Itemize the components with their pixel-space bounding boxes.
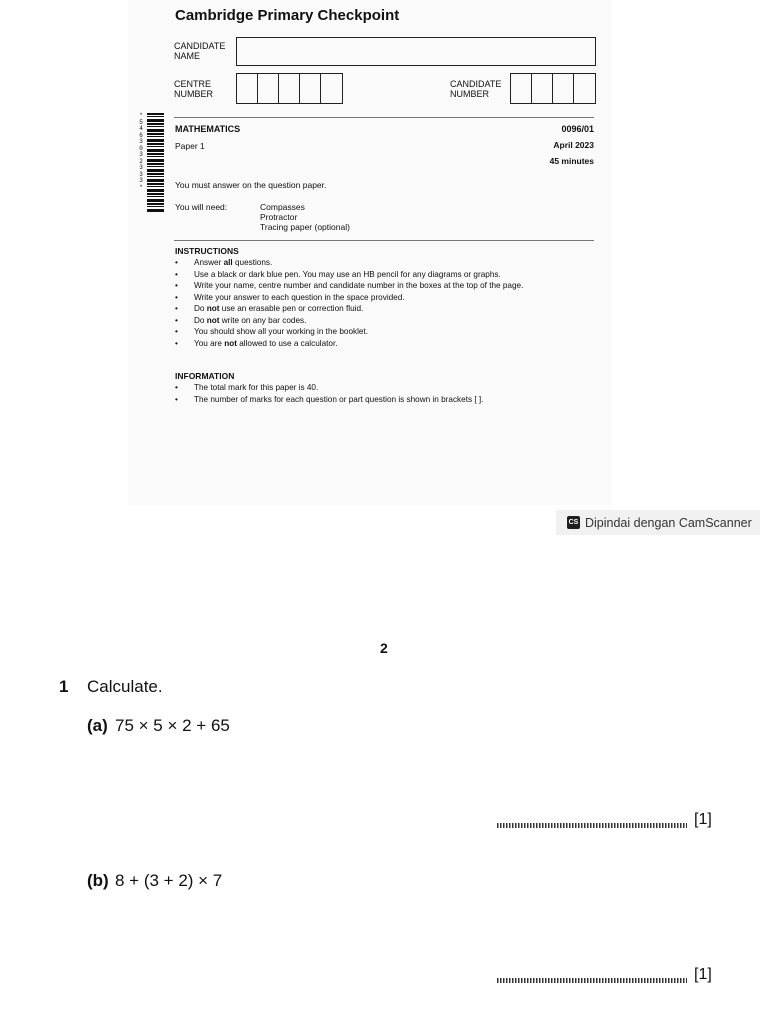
paper-number: Paper 1	[175, 141, 205, 151]
digit-box[interactable]	[279, 74, 300, 103]
camscanner-badge	[556, 510, 760, 535]
instructions-list	[175, 257, 523, 349]
need-item: Protractor	[260, 212, 298, 222]
need-item: Compasses	[260, 202, 305, 212]
instruction-item: • Write your name, centre number and candidate number in the boxes at the top of the page.	[175, 280, 523, 292]
instruction-item: • Do not write on any bar codes.	[175, 315, 523, 327]
question-number: 1	[59, 677, 69, 696]
instruction-item: • You are not allowed to use a calculator.	[175, 338, 523, 350]
exam-date: April 2023	[553, 140, 594, 150]
exam-duration: 45 minutes	[549, 156, 594, 166]
candidate-number-label: CANDIDATE NUMBER	[450, 79, 502, 99]
part-b-label: (b)	[87, 871, 109, 890]
information-item: • The total mark for this paper is 40.	[175, 382, 483, 394]
digit-box[interactable]	[553, 74, 574, 103]
instruction-item: • Write your answer to each question in the space provided.	[175, 292, 523, 304]
candidate-name-label: CANDIDATE NAME	[174, 41, 226, 61]
instruction-item: • You should show all your working in the booklet.	[175, 326, 523, 338]
need-item: Tracing paper (optional)	[260, 222, 350, 232]
instruction-item: • Do not use an erasable pen or correction fluid.	[175, 303, 523, 315]
digit-box[interactable]	[258, 74, 279, 103]
camscanner-text: Dipindai dengan CamScanner	[585, 515, 752, 530]
barcode-icon	[147, 113, 164, 212]
part-a-answer-line[interactable]	[497, 823, 687, 828]
information-list	[175, 382, 483, 405]
digit-box[interactable]	[321, 74, 342, 103]
instructions-divider	[174, 240, 594, 241]
digit-box[interactable]	[511, 74, 532, 103]
part-b-expression: 8 + (3 + 2) × 7	[115, 871, 223, 890]
instruction-item: • Use a black or dark blue pen. You may use an HB pencil for any diagrams or graphs.	[175, 269, 523, 281]
digit-box[interactable]	[574, 74, 595, 103]
barcode-number: * 5 4 6 3 0 3 2 3 3 3 *	[139, 112, 143, 191]
need-list	[260, 202, 350, 232]
camscanner-icon: CS	[567, 516, 580, 529]
digit-box[interactable]	[237, 74, 258, 103]
digit-box[interactable]	[300, 74, 321, 103]
candidate-name-box[interactable]	[236, 37, 596, 66]
part-a-expression: 75 × 5 × 2 + 65	[115, 716, 230, 735]
instructions-heading: INSTRUCTIONS	[175, 246, 239, 256]
answer-note: You must answer on the question paper.	[175, 180, 327, 190]
part-a-label: (a)	[87, 716, 108, 735]
part-a-mark: [1]	[694, 811, 712, 828]
top-divider	[174, 117, 594, 118]
need-label: You will need:	[175, 202, 228, 212]
centre-number-label: CENTRE NUMBER	[174, 79, 214, 99]
information-item: • The number of marks for each question or part question is shown in brackets [ ].	[175, 394, 483, 406]
page-number: 2	[380, 640, 388, 656]
paper-code: 0096/01	[561, 124, 594, 134]
instruction-item: • Answer all questions.	[175, 257, 523, 269]
exam-title: Cambridge Primary Checkpoint	[175, 7, 400, 24]
candidate-number-boxes[interactable]	[510, 73, 596, 104]
digit-box[interactable]	[532, 74, 553, 103]
centre-number-boxes[interactable]	[236, 73, 343, 104]
question-text: Calculate.	[87, 677, 163, 696]
part-b-mark: [1]	[694, 966, 712, 983]
part-b-answer-line[interactable]	[497, 978, 687, 983]
information-heading: INFORMATION	[175, 371, 235, 381]
subject: MATHEMATICS	[175, 124, 241, 134]
